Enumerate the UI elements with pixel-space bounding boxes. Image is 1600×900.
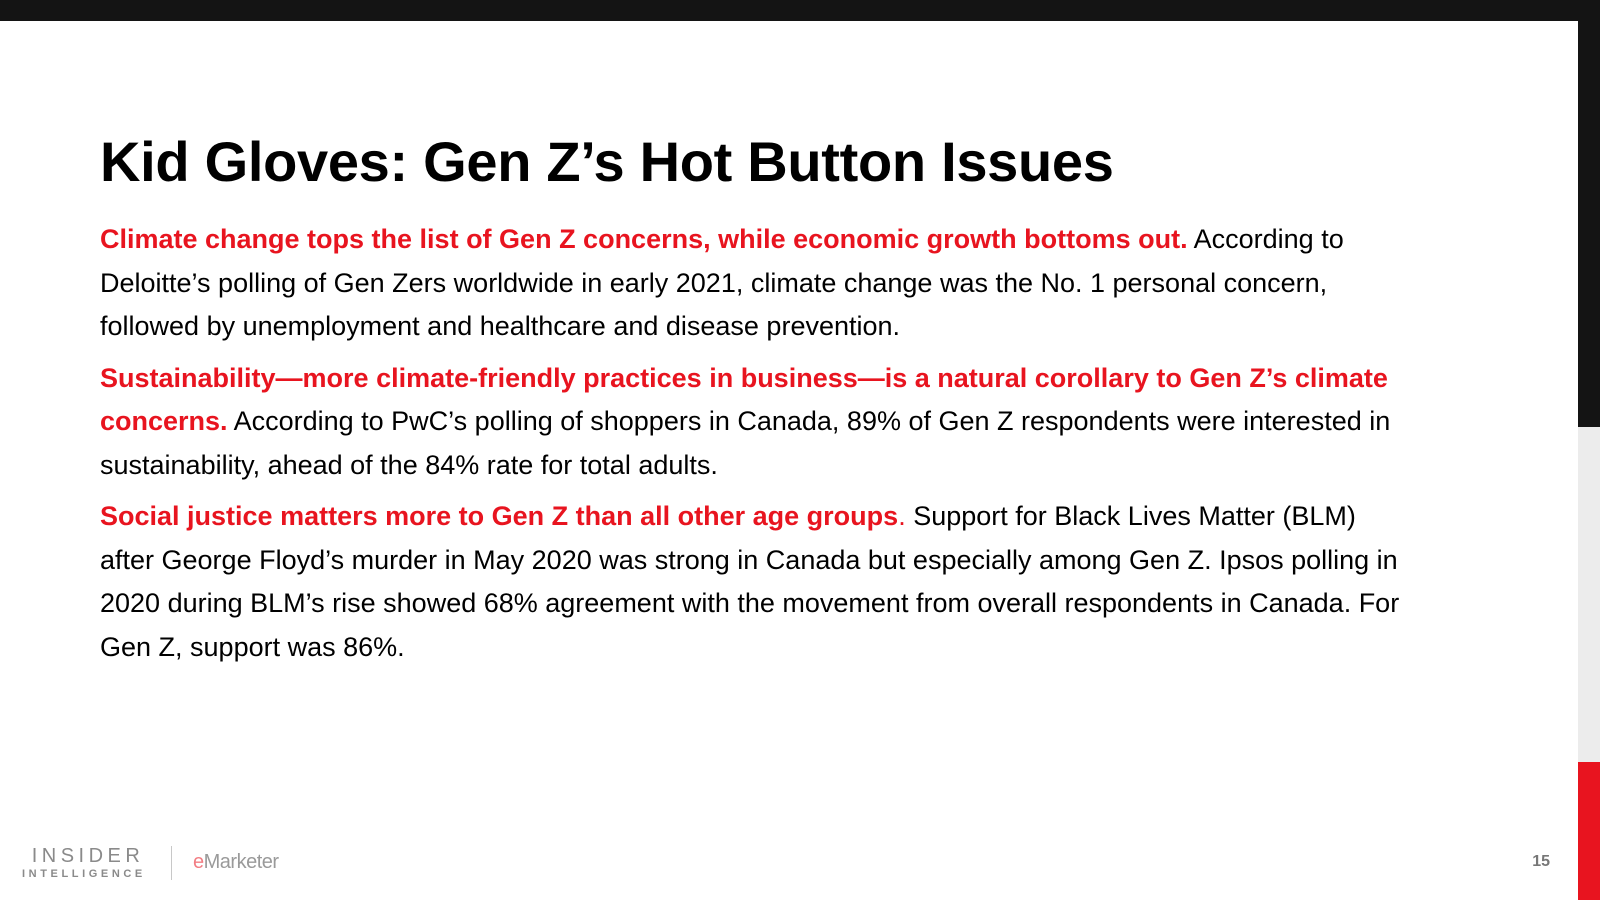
paragraph-social-justice (100, 495, 1400, 669)
paragraph-body: According to PwC’s polling of shoppers in Canada, 89% of Gen Z respondents were interested in sustainability, ahead of the 84% rate for total adults. (100, 406, 1391, 480)
paragraph-separator: . (898, 501, 914, 531)
top-bar (0, 0, 1600, 21)
paragraph-lead: Sustainability—more climate-friendly practices in business—is a natural corollary to Gen Z’s climate concerns. (100, 362, 1388, 436)
slide-title: Kid Gloves: Gen Z’s Hot Button Issues (100, 130, 1114, 193)
page-number: 15 (1532, 853, 1550, 870)
paragraph-climate (100, 218, 1400, 349)
insider-intelligence-logo (22, 846, 154, 882)
side-accent-light (1578, 427, 1600, 762)
logo-line-intelligence: INTELLIGENCE (22, 868, 146, 880)
logo-line-insider: INSIDER (31, 845, 145, 867)
paragraph-sustainability (100, 357, 1400, 488)
paragraph-body: According to Deloitte’s polling of Gen Zers worldwide in early 2021, climate change was the No. 1 personal concern, followed by unemployment and healthcare and disease prevention. (100, 224, 1344, 341)
slide-body (100, 218, 1400, 677)
footer-divider (171, 846, 172, 880)
paragraph-lead: Climate change tops the list of Gen Z concerns, while economic growth bottoms out. (100, 224, 1188, 254)
paragraph-body: Support for Black Lives Matter (BLM) after George Floyd’s murder in May 2020 was strong in Canada but especially among Gen Z. Ipsos polling in 2020 during BLM’s rise showed 68% agreement with the movement from overall respondents in Canada. For Gen Z, support was 86%. (100, 501, 1400, 662)
side-accent-dark (1578, 0, 1600, 427)
side-accent-red (1578, 762, 1600, 900)
paragraph-lead: Social justice matters more to Gen Z than all other age groups (100, 501, 899, 531)
emarketer-logo (193, 851, 279, 874)
brand-rest: Marketer (203, 851, 279, 873)
brand-e: e (193, 851, 204, 873)
